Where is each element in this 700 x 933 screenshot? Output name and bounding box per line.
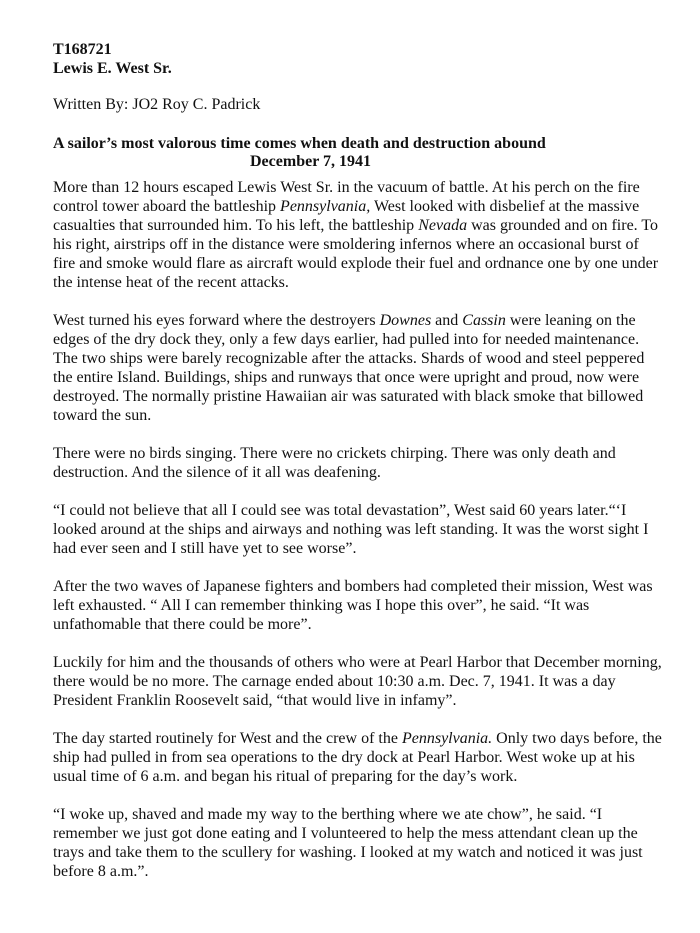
- paragraph-text: West looked with disbelief at the massive casualties that surrounded him. To his left, the battleship: [53, 198, 640, 234]
- paragraph-text: and: [431, 312, 463, 329]
- dateline: December 7, 1941: [250, 153, 371, 170]
- headline: A sailor’s most valorous time comes when death and destruction abound: [53, 135, 546, 152]
- article-paragraph: [53, 178, 663, 292]
- byline: Written By: JO2 Roy C. Padrick: [53, 96, 261, 113]
- paragraph-text: Luckily for him and the thousands of others who were at Pearl Harbor that December morning, there would be no more. The carnage ended about 10:30 a.m. Dec. 7, 1941. It was a day President Franklin Roosevelt said, “that would live in infamy”.: [53, 654, 662, 709]
- article-paragraph: [53, 311, 663, 425]
- article-paragraph: [53, 805, 663, 881]
- article-paragraph: [53, 577, 663, 634]
- paragraph-text: The day started routinely for West and the crew of the: [53, 730, 402, 747]
- paragraph-text: More than 12 hours escaped Lewis West Sr. in the vacuum of battle. At his perch on the fire control tower aboard the battleship: [53, 179, 640, 215]
- paragraph-text: “I could not believe that all I could see was total devastation”, West said 60 years later.“‘I looked around at the ships and airways and nothing was left standing. It was the worst sight I had ever seen and I still have yet to see worse”.: [53, 502, 649, 557]
- paragraph-text: After the two waves of Japanese fighters and bombers had completed their mission, West was left exhausted. “ All I can remember thinking was I hope this over”, he said. “It was unfathomable that there could be more”.: [53, 578, 653, 633]
- paragraph-text: was grounded and on fire. To his right, airstrips off in the distance were smoldering infernos where an occasional burst of fire and smoke would flare as aircraft would explode their fuel and ordnance one by one under the intense heat of the recent attacks.: [53, 217, 659, 291]
- paragraph-text: Only two days before, the ship had pulled in from sea operations to the dry dock at Pearl Harbor. West woke up at his usual time of 6 a.m. and began his ritual of preparing for the day’s work.: [53, 730, 662, 785]
- article-paragraph: [53, 444, 663, 482]
- ship-name: Nevada: [418, 217, 468, 234]
- document-id: T168721: [53, 41, 112, 58]
- paragraph-text: were leaning on the edges of the dry dock they, only a few days earlier, had pulled into for needed maintenance. The two ships were barely recognizable after the attacks. Shards of wood and steel peppered the entire Island. Buildings, ships and runways that once were upright and proud, now were destroyed. The normally pristine Hawaiian air was saturated with black smoke that billowed toward the sun.: [53, 312, 645, 424]
- article-body: [53, 178, 663, 881]
- paragraph-text: There were no birds singing. There were no crickets chirping. There was only death and destruction. And the silence of it all was deafening.: [53, 445, 616, 481]
- article-paragraph: [53, 501, 663, 558]
- ship-name: Cassin: [462, 312, 506, 329]
- paragraph-text: “I woke up, shaved and made my way to the berthing where we ate chow”, he said. “I remember we just got done eating and I volunteered to help the mess attendant clean up the trays and take them to the scullery for washing. I looked at my watch and noticed it was just before 8 a.m.”.: [53, 806, 643, 880]
- ship-name: Pennsylvania.: [401, 730, 493, 747]
- subject-name: Lewis E. West Sr.: [53, 60, 172, 77]
- ship-name: Pennsylvania,: [280, 198, 371, 215]
- article-paragraph: [53, 729, 663, 786]
- article-paragraph: [53, 653, 663, 710]
- paragraph-text: West turned his eyes forward where the destroyers: [53, 312, 380, 329]
- ship-name: Downes: [379, 312, 432, 329]
